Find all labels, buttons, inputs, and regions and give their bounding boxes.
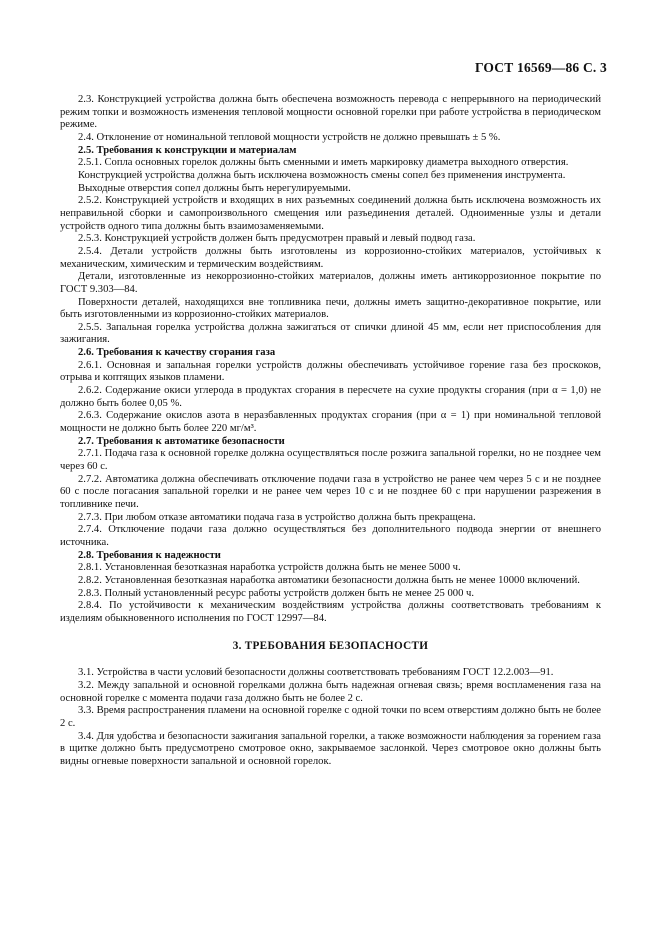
paragraph-2-5-4-c: Поверхности деталей, находящихся вне топливника печи, должны иметь защитно-декоративное покрытие, или быть изготовленными из коррозионно-стойких материалов. bbox=[60, 296, 601, 321]
paragraph-2-6-2: 2.6.2. Содержание окиси углерода в продуктах сгорания в пересчете на сухие продукты сгорания (при α = 1,0) не должно быть более 0,05 %. bbox=[60, 385, 601, 409]
subsection-heading-2-8: 2.8. Требования к надежности bbox=[78, 549, 221, 561]
paragraph-2-7-4: 2.7.4. Отключение подачи газа должно осуществляться без дополнительного подвода энергии от внешнего источника. bbox=[60, 524, 601, 548]
paragraph-2-5-1: 2.5.1. Сопла основных горелок должны быть сменными и иметь маркировку диаметра выходного отверстия. bbox=[78, 157, 569, 169]
paragraph-3-3: 3.3. Время распространения пламени на основной горелке с одной точки по всем отверстиям должно быть не более 2 с. bbox=[60, 705, 601, 729]
subsection-heading-2-5: 2.5. Требования к конструкции и материалам bbox=[78, 144, 297, 156]
section-heading-3: 3. ТРЕБОВАНИЯ БЕЗОПАСНОСТИ bbox=[232, 639, 429, 652]
paragraph-2-7-3: 2.7.3. При любом отказе автоматики подача газа в устройство должна быть прекращена. bbox=[78, 511, 476, 523]
paragraph-2-5-4: 2.5.4. Детали устройств должны быть изготовлены из коррозионно-стойких материалов, устойчивых к механическим, химическим и термическим воздействиям. bbox=[60, 245, 601, 270]
subsection-heading-2-7: 2.7. Требования к автоматике безопасности bbox=[78, 435, 285, 447]
paragraph-2-5-2: 2.5.2. Конструкцией устройств и входящих в них разъемных соединений должна быть исключена возможность их неправильной сборки и самопроизвольного смещения или разъединения деталей. Одноименные узлы и детали устройств одного типа должны быть взаимозаменяемыми. bbox=[60, 195, 601, 232]
paragraph-2-5-3: 2.5.3. Конструкцией устройств должен быть предусмотрен правый и левый подвод газа. bbox=[78, 233, 476, 245]
paragraph-2-8-4: 2.8.4. По устойчивости к механическим воздействиям устройства должны соответствовать требованиям к изделиям обыкновенного исполнения по ГОСТ 12997—84. bbox=[60, 600, 601, 624]
paragraph-3-4: 3.4. Для удобства и безопасности зажигания запальной горелки, а также возможности наблюдения за горением газа в щитке должно быть предусмотрено смотровое окно, закрываемое заслонкой. Через смотровое окно должны быть видны огневые поверхности запальной и основной горелок. bbox=[60, 730, 601, 767]
page-header: ГОСТ 16569—86 С. 3 bbox=[474, 60, 607, 75]
paragraph-3-1: 3.1. Устройства в части условий безопасности должны соответствовать требованиям ГОСТ 12.2.003—91. bbox=[78, 667, 554, 679]
subsection-heading-2-6: 2.6. Требования к качеству сгорания газа bbox=[78, 347, 276, 359]
paragraph-2-6-3: 2.6.3. Содержание окислов азота в неразбавленных продуктах сгорания (при α = 1) при номинальной тепловой мощности не должно быть более 220 мг/м³. bbox=[60, 410, 601, 435]
paragraph-2-8-3: 2.8.3. Полный установленный ресурс работы устройств должен быть не менее 25 000 ч. bbox=[78, 587, 475, 599]
paragraph-2-5-5: 2.5.5. Запальная горелка устройства должна зажигаться от спички длиной 45 мм, если нет приспособления для зажигания. bbox=[60, 321, 601, 346]
paragraph-3-2: 3.2. Между запальной и основной горелками должна быть надежная огневая связь; время воспламенения газа на основной горелке с момента подачи газа должно быть не более 2 с. bbox=[60, 679, 601, 704]
paragraph-2-3: 2.3. Конструкцией устройства должна быть обеспечена возможность перевода с непрерывного на периодический режим топки и возможность изменения тепловой мощности основной горелки при работе устройства в периодическом режиме. bbox=[60, 94, 601, 131]
paragraph-2-5-1-c: Выходные отверстия сопел должны быть нерегулируемыми. bbox=[78, 182, 351, 194]
paragraph-2-8-2: 2.8.2. Установленная безотказная наработка автоматики безопасности должна быть не менее 10000 включений. bbox=[78, 574, 580, 586]
paragraph-2-5-1-b: Конструкцией устройства должна быть исключена возможность смены сопел без применения инструмента. bbox=[78, 169, 566, 181]
paragraph-2-5-4-b: Детали, изготовленные из некоррозионно-стойких материалов, должны иметь антикоррозионное покрытие по ГОСТ 9.303—84. bbox=[60, 271, 601, 295]
document-body bbox=[60, 94, 601, 768]
paragraph-2-7-2: 2.7.2. Автоматика должна обеспечивать отключение подачи газа в устройство не ранее чем через 5 с и не позднее 60 с после погасания запальной горелки и не ранее чем через 10 с и не позднее 60 с при нарушении разрежения в топливнике печи. bbox=[60, 473, 601, 510]
paragraph-2-4: 2.4. Отклонение от номинальной тепловой мощности устройств не должно превышать ± 5 %. bbox=[78, 131, 501, 143]
paragraph-2-7-1: 2.7.1. Подача газа к основной горелке должна осуществляться после розжига запальной горелки, но не позднее чем через 60 с. bbox=[60, 448, 601, 473]
paragraph-2-8-1: 2.8.1. Установленная безотказная наработка устройств должна быть не менее 5000 ч. bbox=[78, 562, 461, 574]
paragraph-2-6-1: 2.6.1. Основная и запальная горелки устройств должны обеспечивать устойчивое горение газа без проскоков, отрыва и коптящих языков пламени. bbox=[60, 359, 601, 384]
